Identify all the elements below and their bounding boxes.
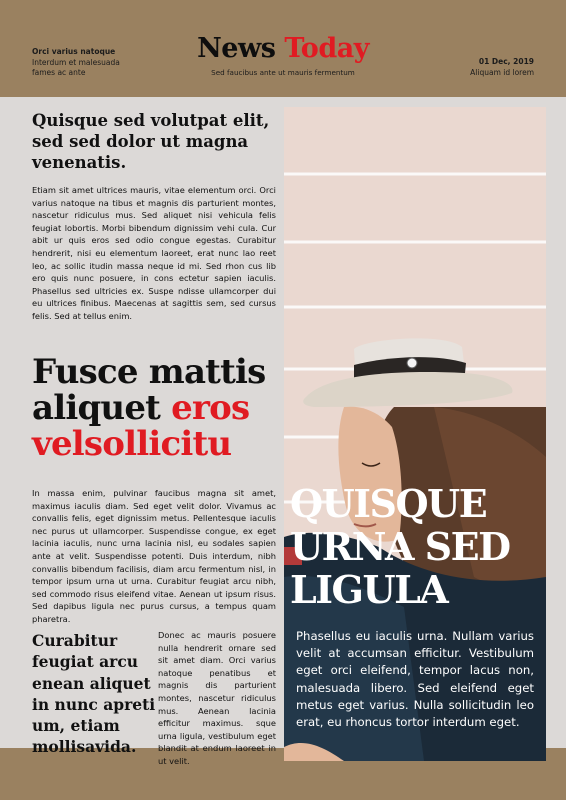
article3-heading: Curabitur feugiat arcu enean aliquet in nunc apreti um, etiam mollisavida. <box>32 631 156 757</box>
header-right-line: Aliquam id lorem <box>470 67 534 77</box>
feature-body: Phasellus eu iaculis urna. Nullam varius velit at accumsan efficitur. Vestibulum eget orci eleifend, tempor lacus non, malesuada libero. Sed eleifend eget metus eget varius. Nulla sollicitudin leo erat, eu rhoncus tortor interdum eget. <box>296 629 534 730</box>
header-left-title: Orci varius natoque <box>32 47 116 56</box>
article2-heading <box>32 354 284 462</box>
title-news: News <box>197 33 285 64</box>
masthead-bar <box>0 0 566 97</box>
article2-body: In massa enim, pulvinar faucibus magna sit amet, maximus iaculis diam. Sed eget velit dolor. Vivamus ac convallis felis, eget dignissim metus. Pellentesque iaculis nec purus ut ullamcorper. Suspendisse congue, ex eget lacinia iaculis, nunc urna lacinia nisl, eu sodales sapien ante at velit. Suspendisse potenti. Duis interdum, nibh convallis bibendum facilisis, diam arcu fermentum nisl, in tempor ipsum urna ut urna. Curabitur feugiat arcu nibh, sed commodo risus eleifend vitae. Aenean ut ipsum risus. Sed dapibus ligula nec purus cursus, a tempus quam pharetra. <box>32 488 276 624</box>
header-left-line: fames ac ante <box>32 68 86 77</box>
header-right-info <box>470 57 534 78</box>
article3-body: Donec ac mauris posuere nulla hendrerit ornare sed sit amet diam. Orci varius natoque penatibus et magnis dis parturient montes, nascetur ridiculus mus. Aenean lacinia efficitur maximus. sque urna ligula, vestibulum eget blandit at endum laoreet in ut velit. <box>158 630 276 766</box>
article1-body: Etiam sit amet ultrices mauris, vitae elementum orci. Orci varius natoque na tibus et magnis dis parturient montes, nascetur ridiculus mus. Sed aliquet nisi vehicula felis feugiat lobortis. Morbi bibendum dignissim vehi cula. Cur abit ur quis eros sed odio congue egestas. Curabitur hendrerit, nisi eu elementum laoreet, erat nunc lao reet leo, ac sollic itudin massa neque id mi. Sed rhon cus lib ero quis nunc posuere, in cons ectetur sapien iaculis. Phasellus sed ultricies ex. Suspe ndisse ullamcorper dui eu ultrices finibus. Maecenas at sagittis sem, sed cursus felis. Sed at tellus enim. <box>32 185 276 321</box>
title-today: Today <box>284 33 369 64</box>
feature-heading: QUISQUE URNA SED LIGULA <box>290 481 510 612</box>
header-left-line: Interdum et malesuada <box>32 57 120 67</box>
article2-heading-red: eros velsollicitu <box>32 388 250 464</box>
article1-heading: Quisque sed volutpat elit, sed sed dolor ut magna venenatis. <box>32 111 270 172</box>
newspaper-tagline: Sed faucibus ante ut mauris fermentum <box>211 68 355 77</box>
feature-photo <box>284 107 546 761</box>
article2-heading-black: Fusce mattis aliquet <box>32 352 266 428</box>
issue-date: 01 Dec, 2019 <box>478 57 534 66</box>
